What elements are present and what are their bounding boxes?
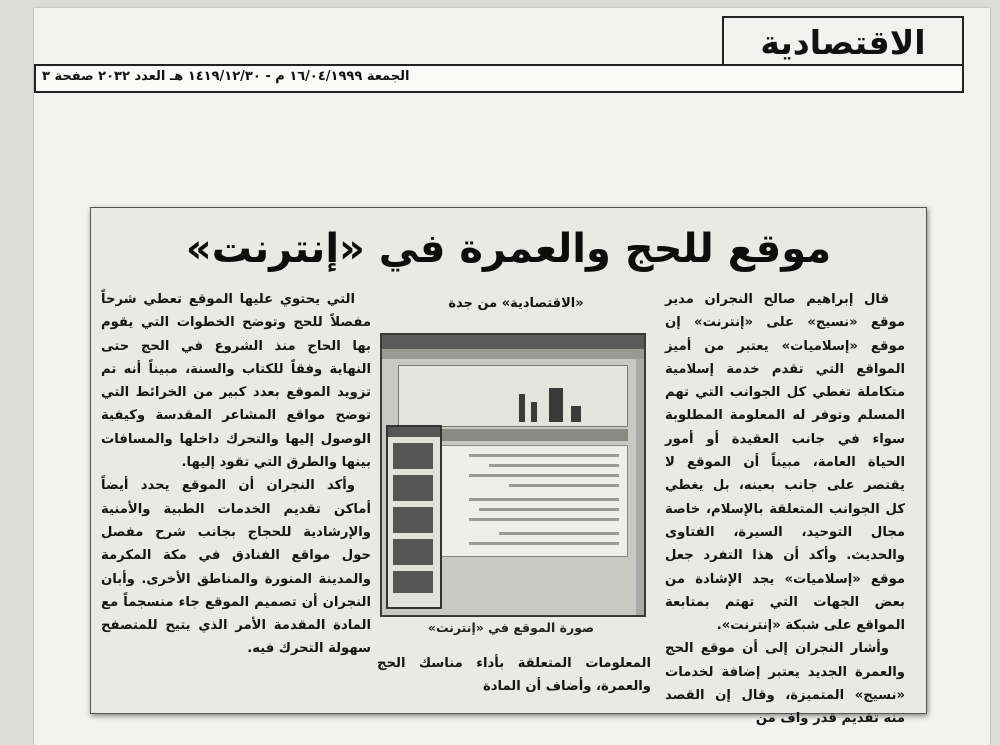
article-clipping — [90, 207, 927, 727]
photo-text-line — [469, 542, 619, 545]
article-column-right — [665, 288, 905, 731]
photo-inset-image — [393, 475, 433, 501]
website-screenshot-photo — [380, 333, 646, 617]
masthead — [722, 16, 964, 66]
photo-browser-titlebar — [382, 335, 644, 349]
photo-inset-image — [393, 571, 433, 593]
photo-inset-image — [393, 507, 433, 533]
masthead-logo: الاقتصادية — [760, 22, 926, 62]
article-paragraph: التي يحتوي عليها الموقع تعطي شرحاً مفصلاً للحج وتوضح الخطوات التي يقوم بها الحاج منذ الشروع في الحج حتى النهاية وفقاً للكتاب والسنة، مبيناً أنه تم تزويد الموقع بعدد كبير من الخرائط التي توضح مواقع المشاعر المقدسة وكيفية الوصول إليها والتحرك داخلها والمسافات بينها والطرق التي تقود إليها. — [101, 292, 371, 471]
article-byline: «الاقتصادية» من جدة — [448, 296, 584, 311]
photo-scrollbar — [636, 359, 644, 615]
photo-text-line — [469, 518, 619, 521]
photo-caption: صورة الموقع في «إنترنت» — [427, 620, 595, 635]
photo-inset-image — [393, 443, 433, 469]
photo-inset-window — [386, 425, 442, 609]
photo-text-line — [489, 464, 619, 467]
article-paragraph: وأكد النجران أن الموقع يحدد أيضاً أماكن تقديم الخدمات الطبية والأمنية والإرشادية للحجاج بجانب شرح مفصل حول مواقع الفنادق في مكة المكرمة والمدينة المنورة والمناطق الأخرى. وأبان النجران أن تصميم الموقع جاء منسجماً مع المادة المقدمة الأمر الذي يتيح للمتصفح سهولة التحرك فيه. — [101, 478, 371, 657]
article-paragraph: وأشار النجران إلى أن موقع الحج والعمرة الجديد يعتبر إضافة لخدمات «نسيج» المتميزة، وقال إن القصد منه تقديم قدر واف من — [665, 641, 905, 727]
photo-text-line — [499, 532, 619, 535]
issue-info-bar — [34, 64, 964, 93]
photo-minaret — [519, 394, 525, 422]
photo-browser-menubar — [382, 349, 644, 359]
article-column-middle: المعلومات المتعلقة بأداء مناسك الحج والعمرة، وأضاف أن المادة — [377, 656, 651, 695]
article-column-left — [101, 288, 371, 661]
photo-text-line — [479, 508, 619, 511]
photo-text-line — [509, 484, 619, 487]
article-headline: موقع للحج والعمرة في «إنترنت» — [185, 226, 832, 272]
photo-minaret — [531, 402, 537, 422]
issue-info-text: الجمعة ١٦/٠٤/١٩٩٩ م - ١٤١٩/١٢/٣٠ هـ العدد ٢٠٣٢ صفحة ٣ — [42, 69, 410, 84]
photo-text-line — [469, 498, 619, 501]
photo-text-line — [469, 474, 619, 477]
photo-building — [549, 388, 563, 422]
photo-building — [571, 406, 581, 422]
photo-inset-titlebar — [388, 427, 440, 437]
article-paragraph: قال إبراهيم صالح النجران مدير موقع «نسيج» على «إنترنت» إن موقع «إسلاميات» يعتبر من أميز المواقع التي تقدم خدمة إسلامية متكاملة تغطي كل الجوانب التي تهم المسلم وتوفر له المعلومة المطلوبة سواء في جانب العقيدة أو أمور الحياة العامة، مبيناً أن الموقع لا يقتصر على جانب بعينه، بل يغطي كل الجوانب المتعلقة بالإسلام، خاصة مجال التوحيد، السيرة، الفتاوى والحديث. وأكد أن هذا التفرد جعل موقع «إسلاميات» يجد الإشادة من بعض الجهات التي تهتم بمتابعة المواقع على شبكة «إنترنت». — [665, 292, 905, 634]
photo-site-banner — [398, 365, 628, 427]
photo-inset-image — [393, 539, 433, 565]
photo-text-line — [469, 454, 619, 457]
